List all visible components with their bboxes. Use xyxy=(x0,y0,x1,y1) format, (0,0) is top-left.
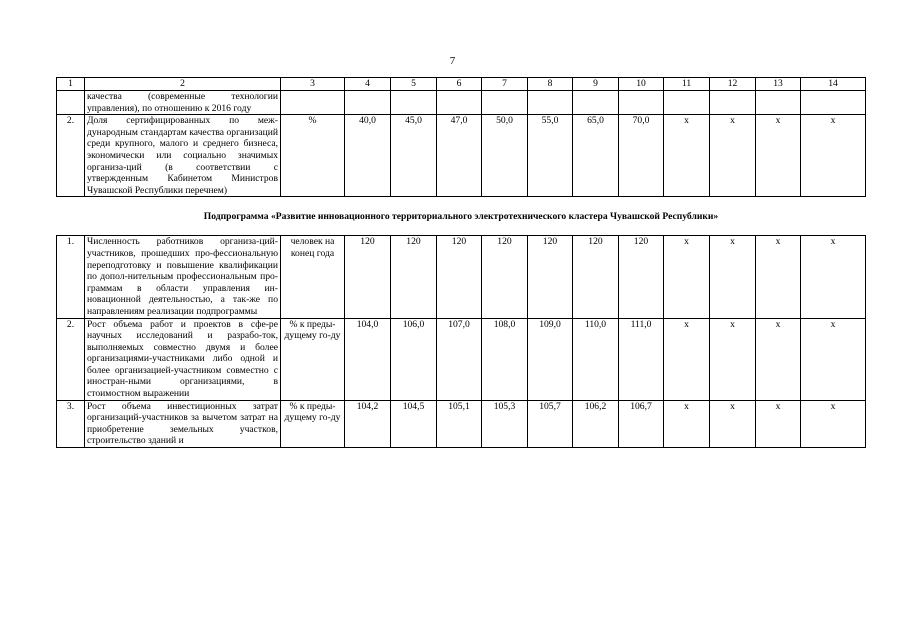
indicator-name: качества (современные технологии управления), по отношению к 2016 году xyxy=(85,91,281,115)
column-number: 5 xyxy=(391,78,437,91)
value-cell xyxy=(756,91,801,115)
indicator-name: Рост объема работ и проектов в сфе-ре научных исследований и разрабо-ток, выполняемых совместно двумя и более организациями-участниками либо одной и более организацией-участником совместно с иностран-ными организациями, в стоимостном выражении xyxy=(85,318,281,400)
value-cell: x xyxy=(664,115,710,197)
value-cell: 40,0 xyxy=(345,115,391,197)
row-number xyxy=(57,91,85,115)
value-cell: 47,0 xyxy=(437,115,482,197)
indicators-table xyxy=(56,77,866,448)
value-cell: x xyxy=(710,236,756,318)
value-cell: x xyxy=(756,115,801,197)
column-number: 11 xyxy=(664,78,710,91)
value-cell: 107,0 xyxy=(437,318,482,400)
column-number: 10 xyxy=(619,78,664,91)
value-cell: x xyxy=(664,318,710,400)
value-cell: 105,7 xyxy=(528,400,573,447)
value-cell: x xyxy=(756,318,801,400)
value-cell: 105,3 xyxy=(482,400,528,447)
value-cell: 108,0 xyxy=(482,318,528,400)
page-number: 7 xyxy=(449,55,456,67)
table-row xyxy=(57,318,866,400)
unit-of-measure: человек на конец года xyxy=(281,236,345,318)
value-cell xyxy=(710,91,756,115)
column-number: 14 xyxy=(801,78,866,91)
value-cell: 50,0 xyxy=(482,115,528,197)
value-cell: 120 xyxy=(528,236,573,318)
value-cell: 120 xyxy=(437,236,482,318)
column-number-row xyxy=(57,78,866,91)
value-cell: 109,0 xyxy=(528,318,573,400)
column-number: 3 xyxy=(281,78,345,91)
value-cell: x xyxy=(710,115,756,197)
value-cell: 120 xyxy=(619,236,664,318)
value-cell: 110,0 xyxy=(573,318,619,400)
value-cell xyxy=(391,91,437,115)
value-cell: 120 xyxy=(573,236,619,318)
value-cell: 111,0 xyxy=(619,318,664,400)
value-cell xyxy=(619,91,664,115)
column-number: 13 xyxy=(756,78,801,91)
value-cell: x xyxy=(756,236,801,318)
column-number: 12 xyxy=(710,78,756,91)
unit-of-measure: % к преды-дущему го-ду xyxy=(281,318,345,400)
value-cell: x xyxy=(801,318,866,400)
value-cell xyxy=(801,91,866,115)
value-cell: 55,0 xyxy=(528,115,573,197)
row-number: 1. xyxy=(57,236,85,318)
value-cell: 120 xyxy=(391,236,437,318)
value-cell: x xyxy=(756,400,801,447)
value-cell: x xyxy=(710,400,756,447)
value-cell: 65,0 xyxy=(573,115,619,197)
column-number: 6 xyxy=(437,78,482,91)
table-row xyxy=(57,115,866,197)
value-cell xyxy=(528,91,573,115)
value-cell: 70,0 xyxy=(619,115,664,197)
value-cell: x xyxy=(801,236,866,318)
column-number: 7 xyxy=(482,78,528,91)
value-cell: 104,5 xyxy=(391,400,437,447)
value-cell: x xyxy=(801,400,866,447)
value-cell: 120 xyxy=(482,236,528,318)
value-cell: x xyxy=(664,236,710,318)
indicator-name: Доля сертифицированных по меж-дународным стандартам качества организаций среди крупного, малого и среднего бизнеса, экономически или социально значимых организа-ций (в соответствии с утвержденным Кабинетом Министров Чувашской Республики перечнем) xyxy=(85,115,281,197)
column-number: 2 xyxy=(85,78,281,91)
row-number: 3. xyxy=(57,400,85,447)
value-cell: 106,0 xyxy=(391,318,437,400)
value-cell: x xyxy=(801,115,866,197)
table-row xyxy=(57,400,866,447)
indicator-name: Численность работников организа-ций-участников, прошедших про-фессиональную переподготовку и повышение квалификации по допол-нительным профессиональным про-граммам в области управления ин-новационной деятельностью, а так-же по направлениям реализации подпрограммы xyxy=(85,236,281,318)
table-row xyxy=(57,91,866,115)
subprogram-title: Подпрограмма «Развитие инновационного территориального электротехнического кластера Чувашской Республики» xyxy=(57,197,866,236)
value-cell: 106,7 xyxy=(619,400,664,447)
table-row xyxy=(57,236,866,318)
value-cell: 106,2 xyxy=(573,400,619,447)
value-cell: 120 xyxy=(345,236,391,318)
column-number: 8 xyxy=(528,78,573,91)
value-cell xyxy=(437,91,482,115)
column-number: 1 xyxy=(57,78,85,91)
value-cell: 105,1 xyxy=(437,400,482,447)
value-cell: 104,0 xyxy=(345,318,391,400)
subprogram-row xyxy=(57,197,866,236)
value-cell: x xyxy=(664,400,710,447)
column-number: 4 xyxy=(345,78,391,91)
value-cell: 104,2 xyxy=(345,400,391,447)
value-cell xyxy=(482,91,528,115)
value-cell xyxy=(573,91,619,115)
value-cell xyxy=(664,91,710,115)
value-cell: 45,0 xyxy=(391,115,437,197)
value-cell: x xyxy=(710,318,756,400)
unit-of-measure: % xyxy=(281,115,345,197)
row-number: 2. xyxy=(57,318,85,400)
value-cell xyxy=(345,91,391,115)
unit-of-measure xyxy=(281,91,345,115)
column-number: 9 xyxy=(573,78,619,91)
unit-of-measure: % к преды-дущему го-ду xyxy=(281,400,345,447)
indicator-name: Рост объема инвестиционных затрат организаций-участников за вычетом затрат на приобретение земельных участков, строительство зданий и xyxy=(85,400,281,447)
row-number: 2. xyxy=(57,115,85,197)
